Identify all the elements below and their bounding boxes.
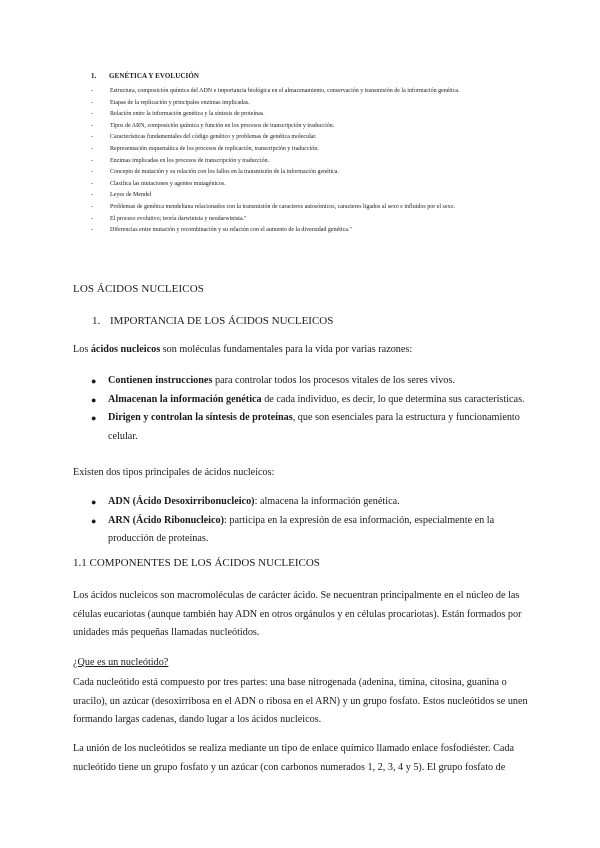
syllabus-item: - Tipos de ARN, composición química y función en los procesos de transcripción y traducción.: [91, 121, 531, 133]
section1-title-text: IMPORTANCIA DE LOS ÁCIDOS NUCLEICOS: [110, 315, 334, 327]
bullet-icon: ●: [91, 394, 97, 405]
bullet-bold: ADN (Ácido Desoxirribonucleico): [108, 496, 255, 507]
syllabus-item: - Enzimas implicadas en los procesos de transcripción y traducción.: [91, 156, 531, 168]
bullet-bold: ARN (Ácido Ribonucleico): [108, 514, 225, 526]
bullet-bold: Almacenan la información genética: [108, 393, 262, 405]
list-item: [91, 409, 529, 446]
syllabus-item: - Diferencias entre mutación y recombinación y su relación con el aumento de la diversidad genética.": [91, 225, 531, 237]
syllabus-heading-text: GENÉTICA Y EVOLUCIÓN: [109, 72, 200, 80]
bullet-icon: ●: [91, 497, 97, 507]
intro-bold: ácidos nucleicos: [90, 344, 161, 355]
bullet-icon: ●: [91, 515, 97, 526]
syllabus-number: 1.: [91, 72, 97, 80]
syllabus-item: - El proceso evolutivo; teoría darwinista y neodarwinista.": [91, 214, 531, 226]
section1-intro: [73, 341, 528, 360]
syllabus-item: - Estructura, composición química del ADN e importancia biológica en el almacenamiento, conservación y transmisión de la información genética.: [91, 86, 531, 98]
bullet-icon: ●: [91, 376, 97, 386]
types-intro: Existen dos tipos principales de ácidos nucleicos:: [73, 467, 275, 478]
syllabus-item: - Concepto de mutación y su relación con los fallos en la transmisión de la información genética.: [91, 167, 531, 179]
list-item: [91, 391, 529, 410]
syllabus-item: - Relación entre la información genética y la síntesis de proteínas.: [91, 109, 531, 121]
syllabus-heading: [91, 72, 199, 80]
bullet-bold: Dirigen y controlan la síntesis de proteínas: [108, 412, 293, 424]
list-item: [91, 493, 529, 512]
bullet-bold: Contienen instrucciones: [108, 375, 213, 386]
bullet-text: , que son esenciales para la estructura y funcionamiento celular.: [108, 412, 520, 442]
intro-post: son moléculas fundamentales para la vida por varias razones:: [160, 344, 413, 355]
list-item: [91, 372, 529, 391]
syllabus-item: - Problemas de genética mendeliana relacionados con la transmisión de caracteres autosómicos, caracteres ligados al sexo e influidos por el sexo.: [91, 202, 531, 214]
bullet-text: para controlar todos los procesos vitales de los seres vivos.: [212, 375, 455, 386]
importance-bullets: [91, 372, 529, 446]
syllabus-item: - Leyes de Mendel: [91, 190, 531, 202]
nucleotide-question-heading: ¿Que es un nucleótido?: [73, 657, 169, 668]
syllabus-item: - Etapas de la replicación y principales enzimas implicadas.: [91, 98, 531, 110]
list-item: [91, 512, 529, 549]
types-bullets: [91, 493, 529, 549]
intro-pre: Los: [73, 344, 91, 355]
bullet-icon: ●: [91, 413, 97, 424]
syllabus-item: - Características fundamentales del código genético y problemas de genética molecular.: [91, 132, 531, 144]
syllabus-item: - Clasifica las mutaciones y agentes mutagénicos.: [91, 179, 531, 191]
section2-paragraph-2: Cada nucleótido está compuesto por tres partes: una base nitrogenada (adenina, timina, citosina, guanina o uracilo), un azúcar (desoxirribosa en el ADN o ribosa en el ARN) y un grupo fosfato. Estos nucleótidos se unen formando largas cadenas, dando lugar a los ácidos nucleicos.: [73, 677, 528, 726]
main-title: LOS ÁCIDOS NUCLEICOS: [73, 283, 204, 295]
bullet-text: : participa en la expresión de esa información, especialmente en la producción de proteínas.: [108, 514, 495, 545]
syllabus-list: [91, 86, 531, 237]
section1-number: 1.: [92, 315, 101, 327]
section2-title: 1.1 COMPONENTES DE LOS ÁCIDOS NUCLEICOS: [73, 557, 320, 569]
bullet-text: : almacena la información genética.: [254, 496, 400, 507]
section2-paragraph-1: Los ácidos nucleicos son macromoléculas de carácter ácido. Se necuentran principalmente en el núcleo de las células eucariotas (aunque también hay ADN en otros orgánulos y en células procariotas). Están formados por unidades más pequeñas llamadas nucleótidos.: [73, 590, 522, 639]
bullet-text: de cada individuo, es decir, lo que determina sus características.: [261, 393, 525, 405]
syllabus-item: - Representación esquemática de los procesos de replicación, transcripción y traducción.: [91, 144, 531, 156]
section1-title: [92, 315, 333, 327]
section2-paragraph-3: La unión de los nucleótidos se realiza mediante un tipo de enlace químico llamado enlace fosfodiéster. Cada nucleótido tiene un grupo fosfato y un azúcar (con carbonos numerados 1, 2, 3, 4 y 5). El grupo fosfato de: [73, 743, 515, 773]
